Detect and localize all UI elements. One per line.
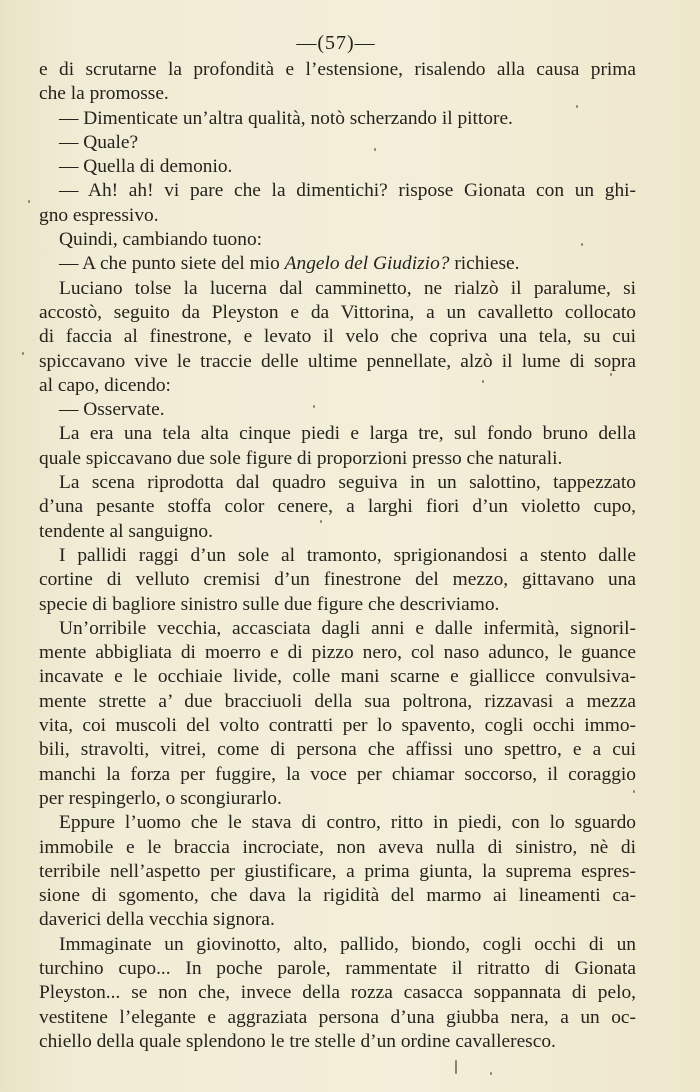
text-segment: — A che punto siete del mio <box>59 253 285 275</box>
text-line: Pleyston... se non che, invece della rozza casacca soppannata di pelo, <box>39 982 636 1004</box>
text-line: Eppure l’uomo che le stava di contro, ritto in piedi, con lo sguardo <box>59 812 636 834</box>
text-line: Immaginate un giovinotto, alto, pallido, biondo, cogli occhi di un <box>59 933 636 955</box>
text-line: vestitene l’elegante e aggraziata persona d’una giubba nera, a un oc- <box>39 1006 636 1028</box>
text-line <box>39 252 636 276</box>
text-line: per respingerlo, o scongiurarlo. <box>39 787 282 809</box>
print-speck <box>633 790 635 793</box>
text-line: terribile nell’aspetto per giustificare, a prima giunta, la suprema espres- <box>39 860 636 882</box>
text-line: — Dimenticate un’altra qualità, notò scherzando il pittore. <box>59 107 513 129</box>
text-line: che la promosse. <box>39 83 169 105</box>
text-line: Un’orribile vecchia, accasciata dagli anni e dalle infermità, signoril- <box>59 617 636 639</box>
text-line: di faccia al finestrone, e levato il velo che copriva una tela, su cui <box>39 326 636 348</box>
print-speck <box>455 1060 457 1074</box>
text-line: La scena riprodotta dal quadro seguiva in un salottino, tappezzato <box>59 472 636 494</box>
text-line: — Quale? <box>59 131 139 153</box>
page-body-text <box>39 58 636 1054</box>
text-line: bili, stravolti, vitrei, come di persona che affissi uno spettro, e a cui <box>39 739 636 761</box>
text-line: d’una pesante stoffa color cenere, a larghi fiori d’un violetto cupo, <box>39 496 636 518</box>
text-line: vita, coi muscoli del volto contratti per lo spavento, cogli occhi immo- <box>39 715 636 737</box>
text-line: Quindi, cambiando tuono: <box>59 229 263 251</box>
print-speck <box>490 1072 492 1075</box>
text-line: e di scrutarne la profondità e l’estensione, risalendo alla causa prima <box>39 59 636 80</box>
print-speck <box>320 520 322 523</box>
text-line: cortine di velluto cremisi d’un finestrone del mezzo, gittavano una <box>39 569 636 591</box>
text-line: al capo, dicendo: <box>39 374 171 396</box>
text-line: I pallidi raggi d’un sole al tramonto, sprigionandosi a stento dalle <box>59 544 636 566</box>
text-line: chiello della quale splendono le tre stelle d’un ordine cavalleresco. <box>39 1030 556 1052</box>
text-line: Luciano tolse la lucerna dal camminetto, ne rialzò il paralume, si <box>59 277 636 299</box>
print-speck <box>610 373 612 376</box>
text-line: La era una tela alta cinque piedi e larga tre, sul fondo bruno della <box>59 423 636 445</box>
print-speck <box>28 200 30 203</box>
text-line: mente abbigliata di moerro e di pizzo nero, col naso adunco, le guance <box>39 642 636 664</box>
text-line: immobile e le braccia incrociate, non aveva nulla di sinistro, nè di <box>39 836 636 858</box>
text-line: accostò, seguito da Pleyston e da Vittorina, a un cavalletto collocato <box>39 301 636 323</box>
text-line: incavate e le occhiaie livide, colle mani scarne e giallicce convulsiva- <box>39 666 636 688</box>
text-line: manchi la forza per fuggire, la voce per chiamar soccorso, il coraggio <box>39 763 636 785</box>
print-speck <box>581 243 583 246</box>
print-speck <box>22 352 24 355</box>
text-line: — Ah! ah! vi pare che la dimentichi? rispose Gionata con un ghi- <box>59 180 636 202</box>
text-line: specie di bagliore sinistro sulle due figure che descriviamo. <box>39 593 500 615</box>
text-line: turchino cupo... In poche parole, rammentate il ritratto di Gionata <box>39 957 636 979</box>
text-line: — Quella di demonio. <box>59 156 233 178</box>
text-line: — Osservate. <box>59 399 165 421</box>
print-speck <box>576 105 578 108</box>
print-speck <box>313 405 315 408</box>
print-speck <box>482 380 484 383</box>
text-line: mente strette a’ due bracciuoli della sua poltrona, rizzavasi a mezza <box>39 690 636 712</box>
text-line: spiccavano vive le traccie delle ultime pennellate, alzò il lume di sopra <box>39 350 636 372</box>
text-segment: richiese. <box>449 253 520 275</box>
text-line: quale spiccavano due sole figure di proporzioni presso che naturali. <box>39 447 563 469</box>
print-speck <box>374 148 376 151</box>
italic-title: Angelo del Giudizio? <box>284 253 450 275</box>
page-number: —(57)— <box>296 32 376 54</box>
text-line: gno espressivo. <box>39 204 159 226</box>
text-line: tendente al sanguigno. <box>39 520 213 542</box>
text-line: sione di sgomento, che dava la rigidità del marmo ai lineamenti ca- <box>39 885 636 907</box>
text-line: daverici della vecchia signora. <box>39 909 275 931</box>
